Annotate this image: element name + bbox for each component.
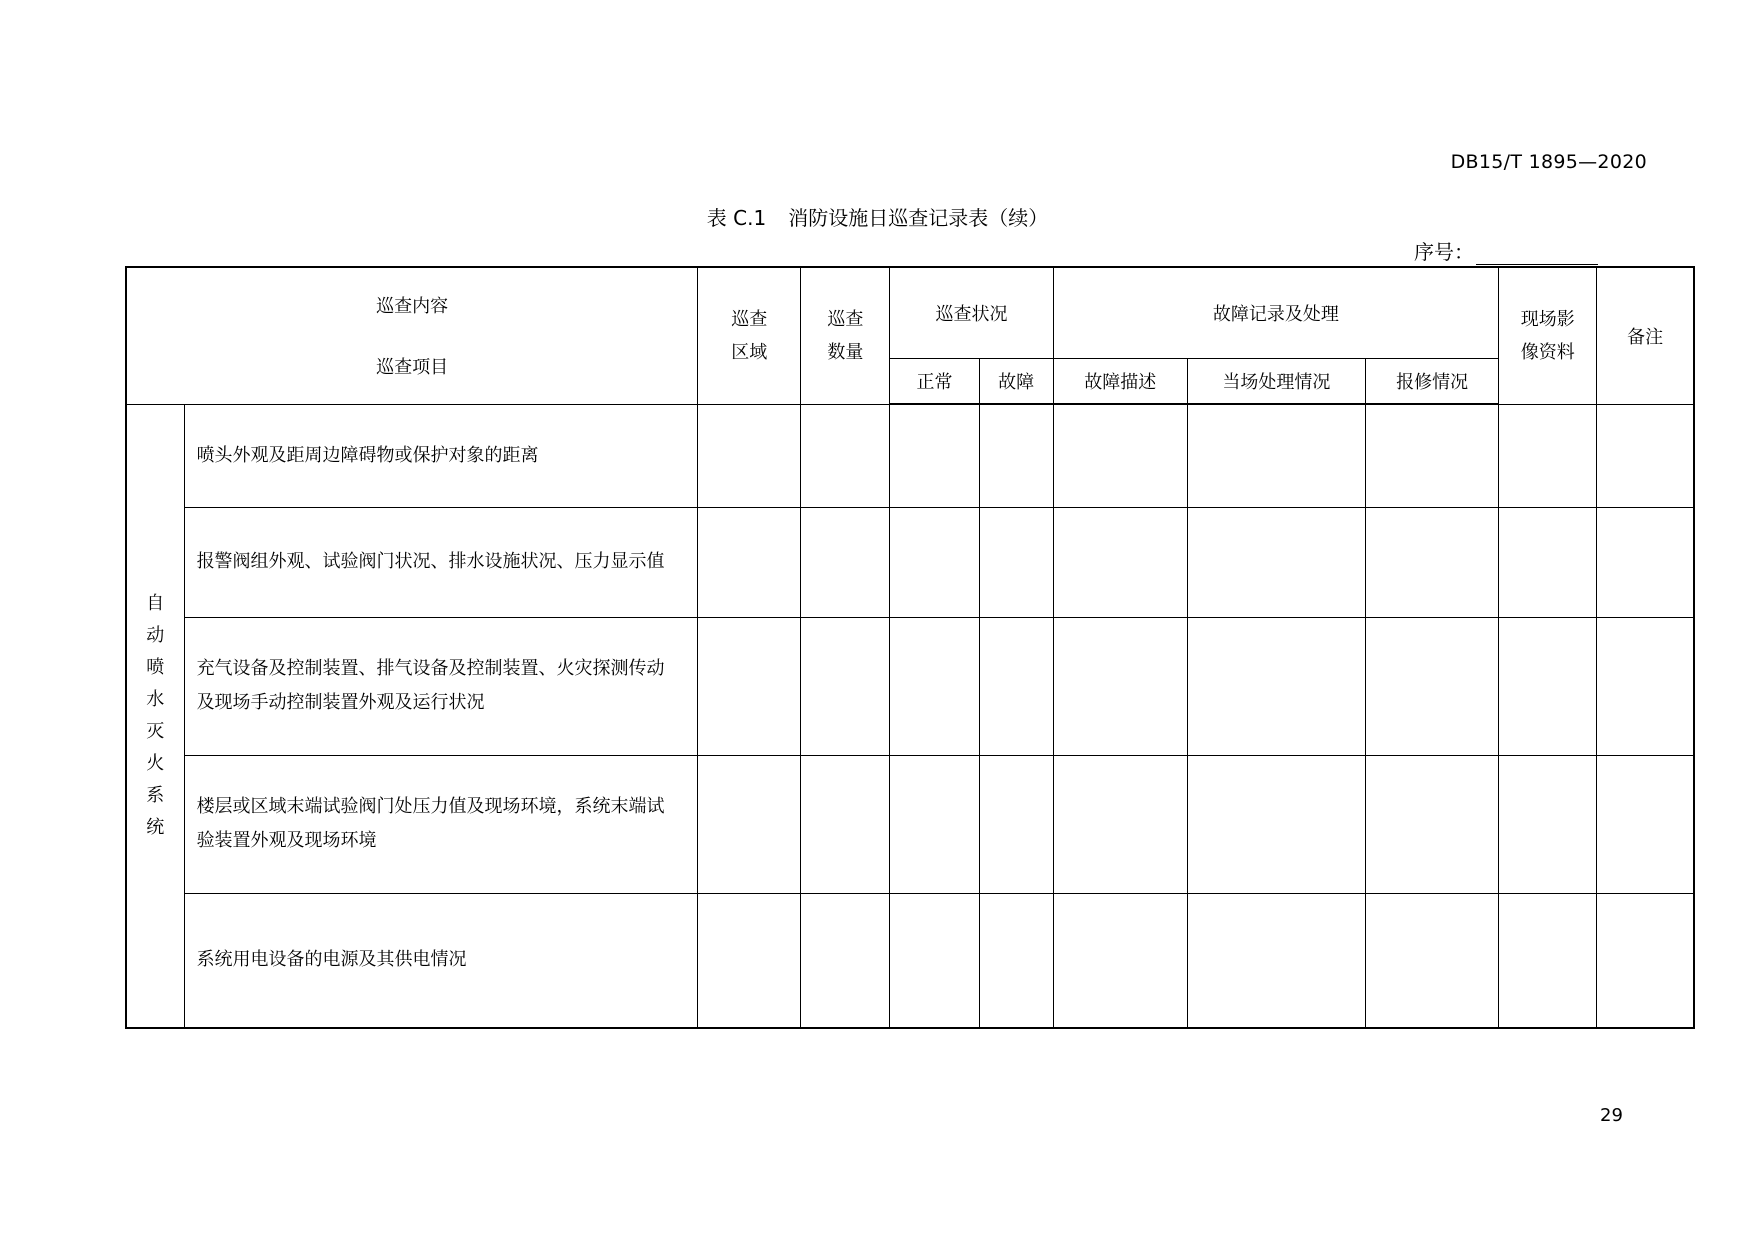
header-normal: 正常	[890, 358, 979, 404]
fault-cell[interactable]	[979, 404, 1053, 507]
category-cell	[126, 404, 184, 1028]
quantity-cell[interactable]	[801, 893, 890, 1028]
area-cell[interactable]	[698, 404, 801, 507]
category-char: 自	[146, 592, 165, 614]
header-content-label: 巡查内容	[376, 296, 449, 317]
serial-label: 序号：	[1414, 240, 1474, 264]
document-code: DB15/T 1895—2020	[1450, 151, 1647, 173]
item-line: 及现场手动控制装置外观及运行状况	[196, 692, 485, 713]
header-area-line1: 巡查	[731, 308, 768, 330]
inspection-item	[184, 755, 698, 893]
category-char: 动	[146, 624, 165, 646]
header-status: 巡查状况	[890, 267, 1053, 358]
header-photo	[1499, 267, 1597, 404]
table-title	[0, 202, 1755, 231]
area-cell[interactable]	[698, 507, 801, 617]
table-name: 消防设施日巡查记录表（续）	[788, 206, 1049, 230]
fault-desc-cell[interactable]	[1053, 617, 1187, 755]
remark-cell[interactable]	[1597, 507, 1694, 617]
onsite-cell[interactable]	[1187, 893, 1365, 1028]
header-content-item	[126, 267, 698, 404]
fault-cell[interactable]	[979, 507, 1053, 617]
header-area	[698, 267, 801, 404]
onsite-cell[interactable]	[1187, 507, 1365, 617]
fault-cell[interactable]	[979, 755, 1053, 893]
area-cell[interactable]	[698, 893, 801, 1028]
normal-cell[interactable]	[890, 755, 979, 893]
category-char: 系	[146, 784, 165, 806]
header-remark: 备注	[1597, 267, 1694, 404]
repair-cell[interactable]	[1366, 617, 1499, 755]
header-area-line2: 区域	[731, 341, 768, 363]
remark-cell[interactable]	[1597, 617, 1694, 755]
onsite-cell[interactable]	[1187, 404, 1365, 507]
remark-cell[interactable]	[1597, 893, 1694, 1028]
fault-cell[interactable]	[979, 617, 1053, 755]
fault-cell[interactable]	[979, 893, 1053, 1028]
fault-desc-cell[interactable]	[1053, 507, 1187, 617]
inspection-item	[184, 507, 698, 617]
serial-number-field	[1414, 236, 1598, 265]
category-char: 灭	[146, 720, 165, 742]
quantity-cell[interactable]	[801, 404, 890, 507]
area-cell[interactable]	[698, 617, 801, 755]
category-char: 水	[146, 688, 165, 710]
page-number: 29	[1600, 1105, 1623, 1126]
inspection-item	[184, 404, 698, 507]
item-line: 系统用电设备的电源及其供电情况	[196, 949, 467, 971]
area-cell[interactable]	[698, 755, 801, 893]
photo-cell[interactable]	[1499, 893, 1597, 1028]
header-onsite: 当场处理情况	[1187, 358, 1365, 404]
item-line: 充气设备及控制装置、排气设备及控制装置、火灾探测传动	[196, 658, 665, 679]
category-char: 统	[146, 816, 165, 838]
photo-cell[interactable]	[1499, 507, 1597, 617]
repair-cell[interactable]	[1366, 755, 1499, 893]
onsite-cell[interactable]	[1187, 617, 1365, 755]
repair-cell[interactable]	[1366, 893, 1499, 1028]
inspection-record-table	[125, 266, 1695, 1029]
table-number: 表 C.1	[706, 206, 767, 230]
header-fault: 故障	[979, 358, 1053, 404]
category-char: 火	[146, 752, 165, 774]
quantity-cell[interactable]	[801, 617, 890, 755]
item-line: 验装置外观及现场环境	[196, 830, 377, 851]
item-line: 报警阀组外观、试验阀门状况、排水设施状况、压力显示值	[196, 551, 665, 572]
table-row	[126, 893, 1694, 1028]
header-qty-line1: 巡查	[827, 308, 864, 330]
repair-cell[interactable]	[1366, 404, 1499, 507]
header-fault-record: 故障记录及处理	[1053, 267, 1499, 358]
inspection-item	[184, 617, 698, 755]
item-line: 楼层或区域末端试验阀门处压力值及现场环境，系统末端试	[196, 796, 665, 817]
table-row	[126, 617, 1694, 755]
fault-desc-cell[interactable]	[1053, 893, 1187, 1028]
normal-cell[interactable]	[890, 404, 979, 507]
quantity-cell[interactable]	[801, 755, 890, 893]
normal-cell[interactable]	[890, 617, 979, 755]
remark-cell[interactable]	[1597, 404, 1694, 507]
header-photo-line2: 像资料	[1520, 341, 1575, 363]
remark-cell[interactable]	[1597, 755, 1694, 893]
table-row	[126, 404, 1694, 507]
photo-cell[interactable]	[1499, 404, 1597, 507]
header-item-label: 巡查项目	[376, 357, 449, 378]
header-qty-line2: 数量	[827, 341, 864, 363]
quantity-cell[interactable]	[801, 507, 890, 617]
normal-cell[interactable]	[890, 507, 979, 617]
table-row	[126, 507, 1694, 617]
fault-desc-cell[interactable]	[1053, 404, 1187, 507]
header-quantity	[801, 267, 890, 404]
normal-cell[interactable]	[890, 893, 979, 1028]
category-char: 喷	[146, 656, 165, 678]
onsite-cell[interactable]	[1187, 755, 1365, 893]
header-fault-desc: 故障描述	[1053, 358, 1187, 404]
photo-cell[interactable]	[1499, 617, 1597, 755]
photo-cell[interactable]	[1499, 755, 1597, 893]
item-line: 喷头外观及距周边障碍物或保护对象的距离	[196, 444, 539, 466]
inspection-item	[184, 893, 698, 1028]
header-repair: 报修情况	[1366, 358, 1499, 404]
serial-blank-line[interactable]	[1476, 244, 1598, 265]
fault-desc-cell[interactable]	[1053, 755, 1187, 893]
repair-cell[interactable]	[1366, 507, 1499, 617]
header-photo-line1: 现场影	[1520, 308, 1575, 330]
table-row	[126, 755, 1694, 893]
